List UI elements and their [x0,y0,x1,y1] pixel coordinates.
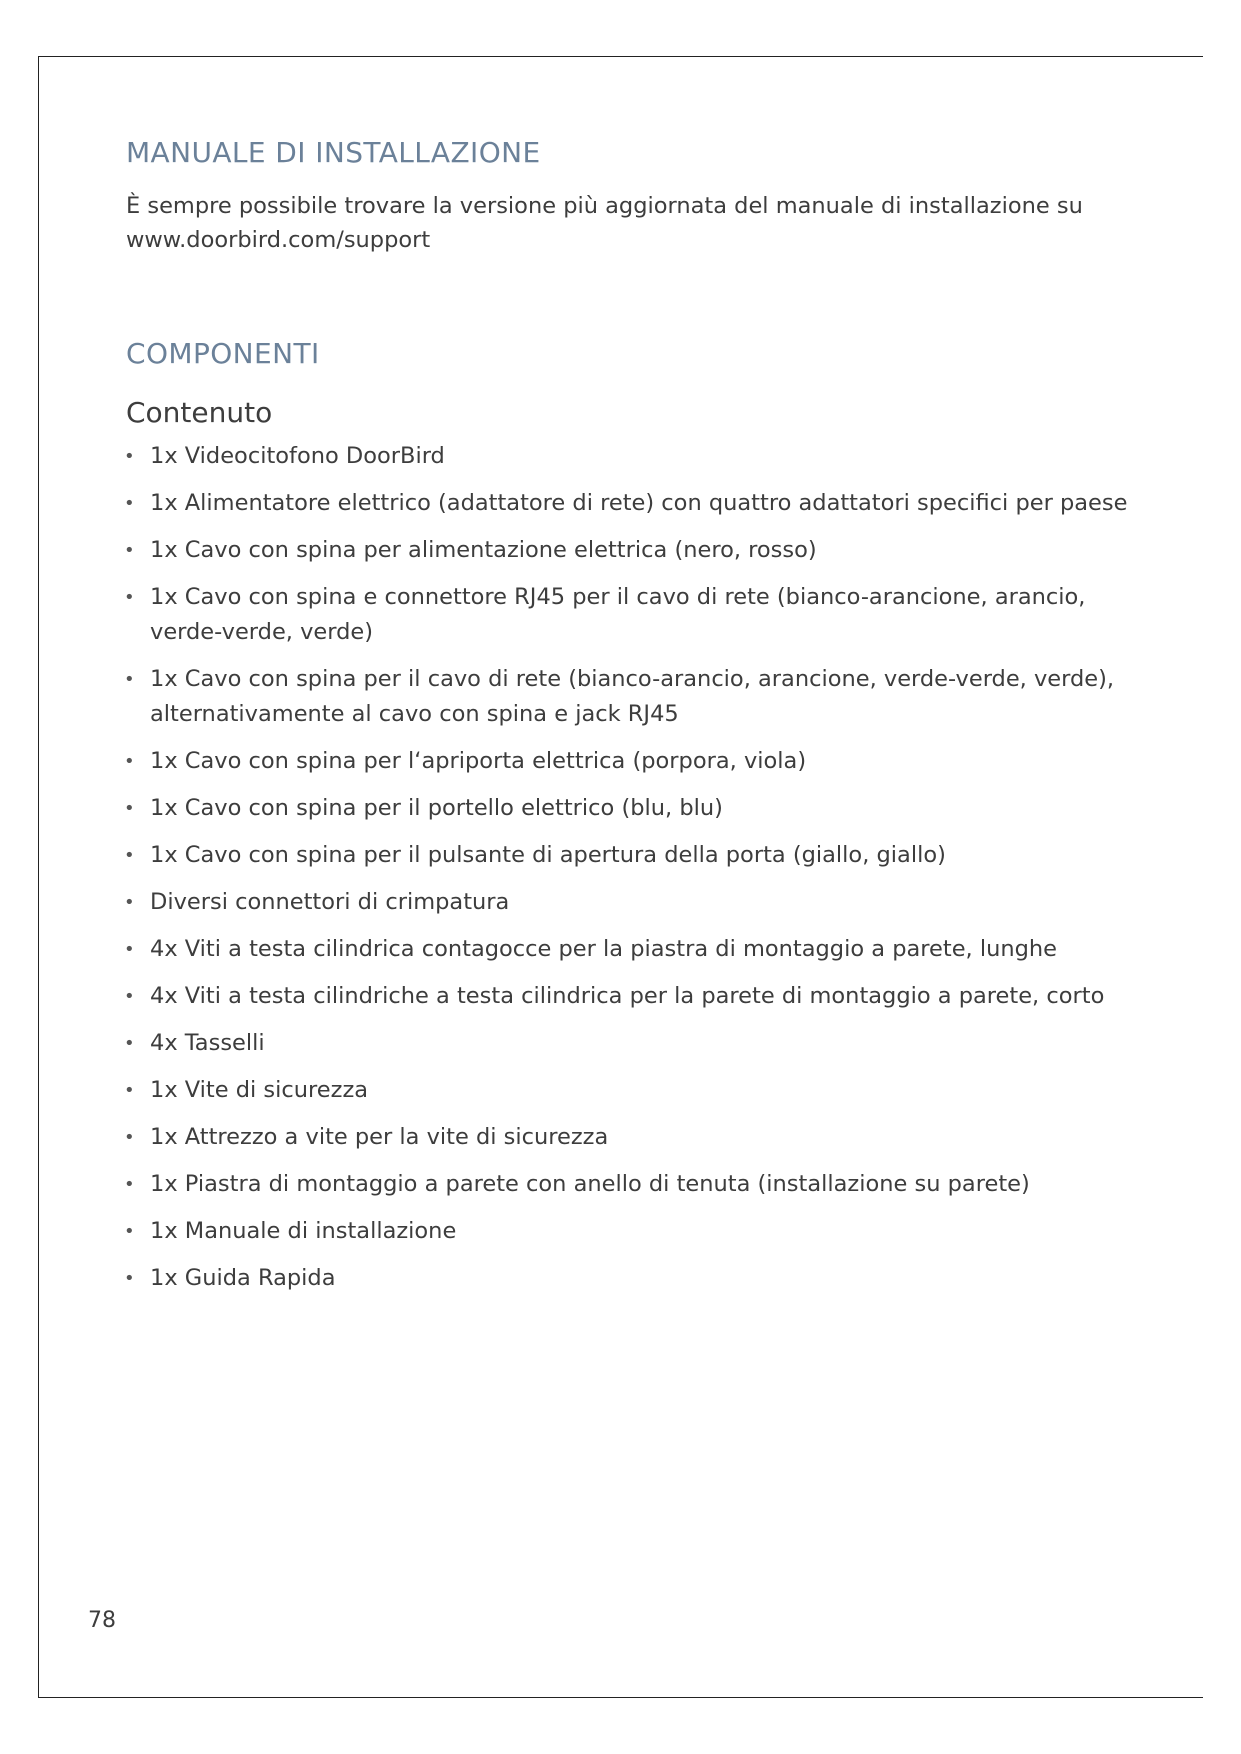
installation-title: MANUALE DI INSTALLAZIONE [126,136,541,169]
list-item: • 1x Alimentatore elettrico (adattatore di rete) con quattro adattatori specifici per paese [126,486,1156,521]
list-item: • 1x Manuale di installazione [126,1214,1156,1249]
list-item: • 1x Cavo con spina per l‘apriporta elettrica (porpora, viola) [126,744,1156,779]
list-item: • 1x Guida Rapida [126,1261,1156,1296]
list-item: • 1x Cavo con spina e connettore RJ45 per il cavo di rete (bianco-arancione, arancio, verde-verde, verde) [126,580,1156,650]
bullet-icon: • [124,1080,135,1101]
list-item: • 1x Attrezzo a vite per la vite di sicurezza [126,1120,1156,1155]
bullet-icon: • [124,798,135,819]
list-item: • 1x Piastra di montaggio a parete con anello di tenuta (installazione su parete) [126,1167,1156,1202]
contents-list [126,439,1156,1296]
list-item: • 4x Tasselli [126,1026,1156,1061]
bullet-icon: • [124,587,135,608]
bullet-icon: • [124,1268,135,1289]
bullet-icon: • [124,1221,135,1242]
bullet-icon: • [124,1033,135,1054]
bullet-icon: • [124,446,135,467]
bullet-icon: • [124,540,135,561]
bullet-icon: • [124,939,135,960]
list-item: • 1x Cavo con spina per il cavo di rete (bianco-arancio, arancione, verde-verde, verde), alternativamente al cavo con spina e jack RJ45 [126,662,1156,732]
list-item: • 1x Vite di sicurezza [126,1073,1156,1108]
bullet-icon: • [124,669,135,690]
list-item: • 1x Cavo con spina per il pulsante di apertura della porta (giallo, giallo) [126,838,1156,873]
list-item: • 1x Videocitofono DoorBird [126,439,1156,474]
installation-text: È sempre possibile trovare la versione più aggiornata del manuale di installazione su www.doorbird.com/support [126,193,1083,253]
list-item: • Diversi connettori di crimpatura [126,885,1156,920]
bullet-icon: • [124,1127,135,1148]
bullet-icon: • [124,1174,135,1195]
list-item: • 4x Viti a testa cilindriche a testa cilindrica per la parete di montaggio a parete, corto [126,979,1156,1014]
bullet-icon: • [124,493,135,514]
components-title: COMPONENTI [126,337,320,370]
bullet-icon: • [124,845,135,866]
bullet-icon: • [124,986,135,1007]
list-item: • 1x Cavo con spina per il portello elettrico (blu, blu) [126,791,1156,826]
list-item: • 4x Viti a testa cilindrica contagocce per la piastra di montaggio a parete, lunghe [126,932,1156,967]
list-item: • 1x Cavo con spina per alimentazione elettrica (nero, rosso) [126,533,1156,568]
bullet-icon: • [124,892,135,913]
page-number: 78 [88,1608,116,1633]
bullet-icon: • [124,751,135,772]
contents-subheading: Contenuto [126,396,273,429]
page-content [126,136,1156,1308]
